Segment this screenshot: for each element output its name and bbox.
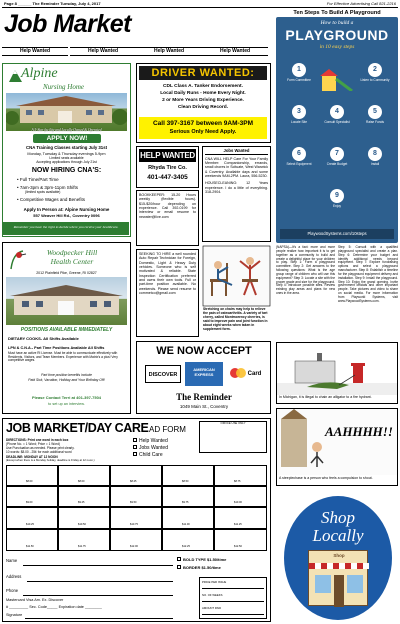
driver-line: 2 or More Years Driving Experience. — [162, 98, 244, 103]
pg-step-label: Install — [370, 162, 380, 166]
checkbox-icon[interactable] — [133, 452, 137, 456]
shop-line-1: Shop — [321, 508, 355, 527]
category-checks — [133, 438, 168, 458]
driver-call: Call 397-3167 between 9AM-3PM — [152, 120, 254, 127]
price-label: $9.00 — [26, 501, 33, 504]
price-label: $8.00 — [26, 480, 33, 483]
pg-step-6 — [284, 147, 314, 167]
checkbox-icon[interactable] — [133, 438, 137, 442]
accept-cards-ad — [136, 341, 271, 414]
check-label: Jobs Wanted — [139, 444, 168, 451]
storefront-icon — [308, 550, 368, 606]
mountain-logo-icon — [9, 68, 22, 82]
price-label: $8.75 — [234, 480, 241, 483]
install-icon: 8 — [368, 147, 382, 161]
price-label: $10.75 — [130, 523, 138, 526]
phone-field[interactable] — [23, 595, 173, 596]
hiring-item: (limited spots available) — [25, 190, 61, 194]
equipment-icon: 6 — [292, 147, 306, 161]
hiring-item: • 7am-3pm & 3pm-11pm Shifts — [17, 185, 79, 190]
driver-ad — [136, 63, 271, 143]
pg-step-label: Enjoy — [333, 204, 341, 208]
price-label: $11.50 — [26, 545, 34, 548]
rhyda-help-wanted: HELP WANTED — [140, 151, 195, 160]
apply-now-badge: APPLY NOW! — [33, 134, 101, 143]
office-line — [202, 588, 264, 589]
contact-terri-2: to set up an interview. — [48, 402, 85, 406]
price-label: $9.75 — [182, 501, 189, 504]
specialist-icon: 4 — [330, 105, 344, 119]
cartoon1-caption: Stretching on chairs may help to relieve the pain of osteoarthritis. A variety of tart cherry, called Montmorency cherries, is said to improve pain and joint function in about eight weeks when taken in supplement form. — [203, 307, 268, 331]
hiring-item: • Competitive Wages and Benefits — [17, 197, 85, 202]
dietary-cooks: DIETARY COOKS- All Shifts Available — [8, 336, 79, 341]
woodpecker-photo — [6, 277, 127, 325]
pg-banner-3: in 10 easy steps — [319, 44, 355, 50]
pg-step-label: Raise Funds — [366, 120, 384, 124]
word-grid[interactable] — [6, 465, 267, 551]
address-field[interactable] — [27, 581, 173, 582]
office-line — [202, 601, 264, 602]
store-sign: Shop — [333, 553, 345, 558]
office-line — [202, 614, 264, 615]
name-field-label: Name — [6, 558, 18, 563]
form-title: JOB MARKET/DAY CARE — [6, 421, 149, 435]
check-label: Help Wanted — [139, 438, 168, 444]
pg-step-3 — [284, 105, 314, 125]
bookkeeper-ad — [136, 190, 199, 246]
direction-line: DIRECTIONS: Print one word in each box — [6, 438, 69, 442]
rhyda-phone: 401-447-3405 — [147, 174, 188, 181]
playground-head: Ten Steps To Build A Playground — [293, 10, 381, 16]
phone-field-label: Phone — [6, 588, 19, 593]
pg-step-9 — [322, 189, 352, 209]
seeking-ad — [136, 249, 199, 337]
pg-step-label: Locate Site — [291, 120, 307, 124]
driver-line: Local Daily Runs - Home Every Night. — [160, 91, 246, 96]
card-number-field[interactable]: # _________ Sec. Code_____ Expiration date ________ — [6, 605, 102, 609]
pg-step-7 — [322, 147, 352, 167]
shouting-illustration — [277, 409, 398, 475]
alpine-address: 557 Weaver Hill Rd., Coventry 0096 — [33, 213, 100, 218]
positions-available: POSITIONS AVAILABLE IMMEDIATELY — [20, 327, 113, 333]
locate-icon: 3 — [292, 105, 306, 119]
card-logos — [145, 362, 263, 386]
page-line: Page 8 ______ The Reminder Tuesday, July 4, 2017 — [4, 1, 101, 6]
header-rule — [2, 7, 398, 8]
cna-classes: CNA Training Classes starting July 31st — [25, 145, 108, 150]
col-head-2: Help Wanted — [70, 49, 136, 56]
col-head-4: Help Wanted — [202, 49, 268, 56]
pg-step-4 — [322, 105, 352, 125]
woodpecker-name-1: Woodpecker Hill — [46, 248, 98, 257]
pg-step-8 — [360, 147, 390, 167]
name-field[interactable] — [23, 565, 173, 566]
office-use-label: OFFICE USE ONLY — [220, 421, 246, 425]
budget-icon: 7 — [330, 147, 344, 161]
lpn-detail: Must have an active RI License. Must be able to communicate effectively with Residents, Visitors, and Team Members. Experience with Matrix's a plus! Very competitive wages. — [8, 351, 118, 363]
address-field-label: Address — [6, 574, 22, 579]
playground-infographic — [276, 17, 398, 243]
playground-structure-icon — [316, 69, 358, 91]
woodpecker-name-2: Health Center — [50, 257, 94, 266]
form-ad-form: AD FORM — [149, 425, 186, 434]
building-photo — [6, 93, 127, 131]
now-hiring: NOW HIRING CNA'S: — [31, 167, 102, 174]
pg-step-1 — [284, 63, 314, 83]
alligator-cartoon — [276, 342, 398, 404]
price-label: $10.00 — [234, 501, 242, 504]
price-label: $8.50 — [182, 480, 189, 483]
check-jobs-wanted[interactable] — [133, 445, 168, 452]
rhyda-name: Rhyda Tire Co. — [148, 165, 187, 171]
office-use-box — [199, 421, 267, 453]
driver-serious: Serious Only Need Apply. — [169, 129, 237, 136]
office-fields-box — [199, 577, 267, 619]
price-label: $12.50 — [234, 545, 242, 548]
mastercard-logo-icon — [227, 365, 263, 383]
contact-terri: Please Contact Terri at 401-397-7504 — [31, 395, 102, 400]
direction-line: (Except when there is a Monday holiday, deadline is Friday at 12 noon.) — [6, 457, 95, 462]
price-label: $9.25 — [78, 501, 85, 504]
lpn-cna: LPN & C.N.A.- Part Time Positions Available All Shifts — [8, 346, 105, 350]
pg-step-label: Listen to Community — [360, 78, 390, 82]
bold-option[interactable] — [177, 557, 226, 563]
osteoarthritis-cartoon — [202, 245, 271, 337]
check-help-wanted[interactable] — [133, 438, 168, 445]
amex-logo-icon: AMERICAN EXPRESS — [185, 362, 223, 386]
jobs-wanted-ad — [202, 146, 271, 242]
motto: For Effective Advertising Call 821-2216 — [326, 1, 396, 6]
direction-line: (Phone No. = 1 Word; Price = 1 Word) — [6, 442, 60, 447]
office-field: PRICE PER ISSUE — [202, 580, 227, 584]
accept-title: WE NOW ACCEPT — [156, 345, 252, 357]
alpine-footer: Remember you have the right to decide where you receive your healthcare. — [3, 222, 129, 235]
cna-text: CNA WILL HELP Care For Your Family Member: Companionship, errands, small chores in Scituate, West Warwick & Coventry. Available days and some weekends 9AM-2PM. Laura, 556-5230. — [205, 156, 268, 179]
seeking-text: SEEKING TO HIRE a well rounded Auto Repair Technician for Foreign, Domestic, Light & Heavy Duty vehicles. Someone who is self motivated & reliable. State Inspection Certification preferred and owns their own tools. Full or part-time position available. No weekends. Please send resume to commetco@gmail.com — [139, 252, 196, 295]
class-schedule: Monday, Tuesday & Thursday evenings 5-9pm — [27, 152, 106, 156]
direction-line: DEADLINE: MONDAY AT 12 NOON — [6, 454, 58, 459]
pg-step-label: Consult Specialist — [324, 120, 350, 124]
woodpecker-logo-icon — [9, 249, 27, 271]
funds-icon: 5 — [368, 105, 382, 119]
woodpecker-ad — [2, 242, 131, 414]
direction-line: Use Punctuation as needed. Please print clearly. — [6, 446, 75, 451]
committee-icon: 1 — [292, 63, 306, 77]
price-label: $12.00 — [130, 545, 138, 548]
accepting-apps: Accepting applications through July 21st — [36, 160, 97, 164]
alpine-ad — [2, 63, 131, 237]
discover-logo-icon: DISCOVER — [145, 365, 181, 383]
alligator-hydrant-illustration — [277, 343, 398, 395]
border-option[interactable] — [177, 565, 221, 571]
card-label: Card — [247, 371, 262, 377]
benefits-2: Paid Sick, Vacation, Holiday and Your Birthday Off! — [28, 378, 105, 382]
signature-label: Signature — [6, 613, 23, 617]
steeplechase-cartoon — [276, 408, 398, 486]
driver-call-box — [139, 117, 267, 139]
price-label: $11.75 — [78, 545, 86, 548]
housecleaning-text: HOUSECLEANING: 12 Years experience. I do a little of everything. 318-2904. — [205, 181, 268, 195]
check-child-care[interactable] — [133, 452, 168, 459]
benefits: Part time position benefits include — [41, 373, 92, 377]
cartoon3-caption: A steeplechase is a person who feels a compulsion to shout. — [279, 476, 373, 480]
driver-title: DRIVER WANTED: — [139, 66, 267, 80]
alpine-logo: Alpine — [21, 66, 58, 81]
bold-label: BOLD TYPE $1.50/time — [183, 557, 227, 562]
reminder-address: 1049 Main St., Coventry — [179, 404, 229, 409]
reminder-name: The Reminder — [176, 392, 232, 402]
price-label: $11.25 — [234, 523, 242, 526]
pg-article-col2: Step 5: Consult with a qualified playground specialist and create a plan. Step 6: Determine your budget and identify additional needs beyond equipment. Step 7: Explore fundraising options and select a playground manufacturer. Step 8: Establish a timeline for the playground equipment delivery and installation. Step 9: Install the playground. Step 10: Enjoy the grand opening. Invite government officials and other important people. Take pictures and video to share on social media. For more information from Playworld Systems, visit www.PlaywoodSystems.com. — [338, 245, 398, 303]
hiring-item: • Full Time/Part Time — [17, 177, 59, 182]
direction-line: 10 words: $8.00 - 25¢ for each additional word — [6, 450, 72, 455]
ad-form — [2, 418, 271, 622]
price-label: $8.00 — [78, 480, 85, 483]
pg-banner-1: How to build a — [320, 20, 354, 26]
checkbox-icon[interactable] — [133, 445, 137, 449]
alpine-logo-sub: Nursing Home — [43, 83, 85, 91]
price-label: $11.00 — [182, 523, 190, 526]
rhyda-ad — [136, 146, 199, 188]
driver-line: CDL Class A. Tanker Endorsement. — [163, 84, 243, 89]
listen-icon: 2 — [368, 63, 382, 77]
shop-line-2: Locally — [312, 526, 364, 545]
page-title: Job Market — [4, 10, 131, 38]
pg-step-2 — [360, 63, 390, 83]
pg-step-label: Form Committee — [287, 78, 311, 82]
payment-options[interactable]: Mastercard Visa Am. Ex. Discover — [6, 598, 64, 602]
signature-field[interactable] — [25, 618, 173, 619]
driver-line: Clean Driving Record. — [177, 105, 229, 110]
office-field: NO. OF WEEKS — [202, 593, 223, 597]
pg-banner-2: PLAYGROUND — [285, 27, 389, 43]
col-head-1: Help Wanted — [2, 49, 68, 56]
price-label: $10.50 — [78, 523, 86, 526]
pg-step-5 — [360, 105, 390, 125]
price-label: $10.25 — [26, 523, 34, 526]
office-field: AMOUNT PAID — [202, 606, 222, 610]
checkbox-icon[interactable] — [177, 557, 181, 561]
pg-url: PlaywoodSystems.com/10steps — [280, 229, 394, 239]
woodpecker-address: 2012 Plainfield Pike, Greene, RI 02827 — [36, 271, 97, 275]
col-head-3: Help Wanted — [136, 49, 202, 56]
pg-article-col1: (NAPSA)—It's a fact: more and more people realize how important it is to get together as a community to build and create a delightful place for your children to play. Step 1: Form a playground committee. Step 2: Get answers to the following questions: What is the age group range of children who will use this equipment? Step 3: Locate a site with the proper grade and size for the playground. Step 4: Introduce possible sites. Review existing play areas and plans for new ones in the area. — [276, 245, 335, 296]
enjoy-icon: 9 — [330, 189, 344, 203]
pg-step-label: Create Budget — [326, 162, 348, 166]
price-label: $8.25 — [130, 480, 137, 483]
jobs-wanted-head: Jobs Wanted — [205, 149, 268, 155]
photo-caption: A 5-Star facility and Locally Owned & Operated — [31, 128, 102, 132]
check-label: Child Care — [139, 451, 163, 458]
pg-step-label: Select Equipment — [286, 162, 312, 166]
shop-locally-ad — [284, 496, 392, 620]
border-label: BORDER $1.50/time — [183, 565, 221, 570]
aahhh-speech: AAHHHH!! — [325, 424, 393, 439]
apply-in-person: Apply In Person at: Alpine Nursing Home — [23, 207, 110, 212]
bookkeeper-text: BOOKKEEPER: 15-20 Hours weekly (flexible hours). $15-$20/hour depending on experience. Call 392-0199 for interview or email resume to newater@live.com — [139, 193, 196, 219]
chair-stretch-illustration — [202, 245, 271, 307]
price-label: $12.25 — [182, 545, 190, 548]
price-label: $9.50 — [130, 501, 137, 504]
limited-seats: Limited seats available — [49, 156, 84, 160]
form-directions — [6, 438, 131, 462]
checkbox-icon[interactable] — [177, 565, 181, 569]
cartoon2-caption: In Michigan, it is illegal to chain an alligator to a fire hydrant. — [279, 395, 372, 399]
